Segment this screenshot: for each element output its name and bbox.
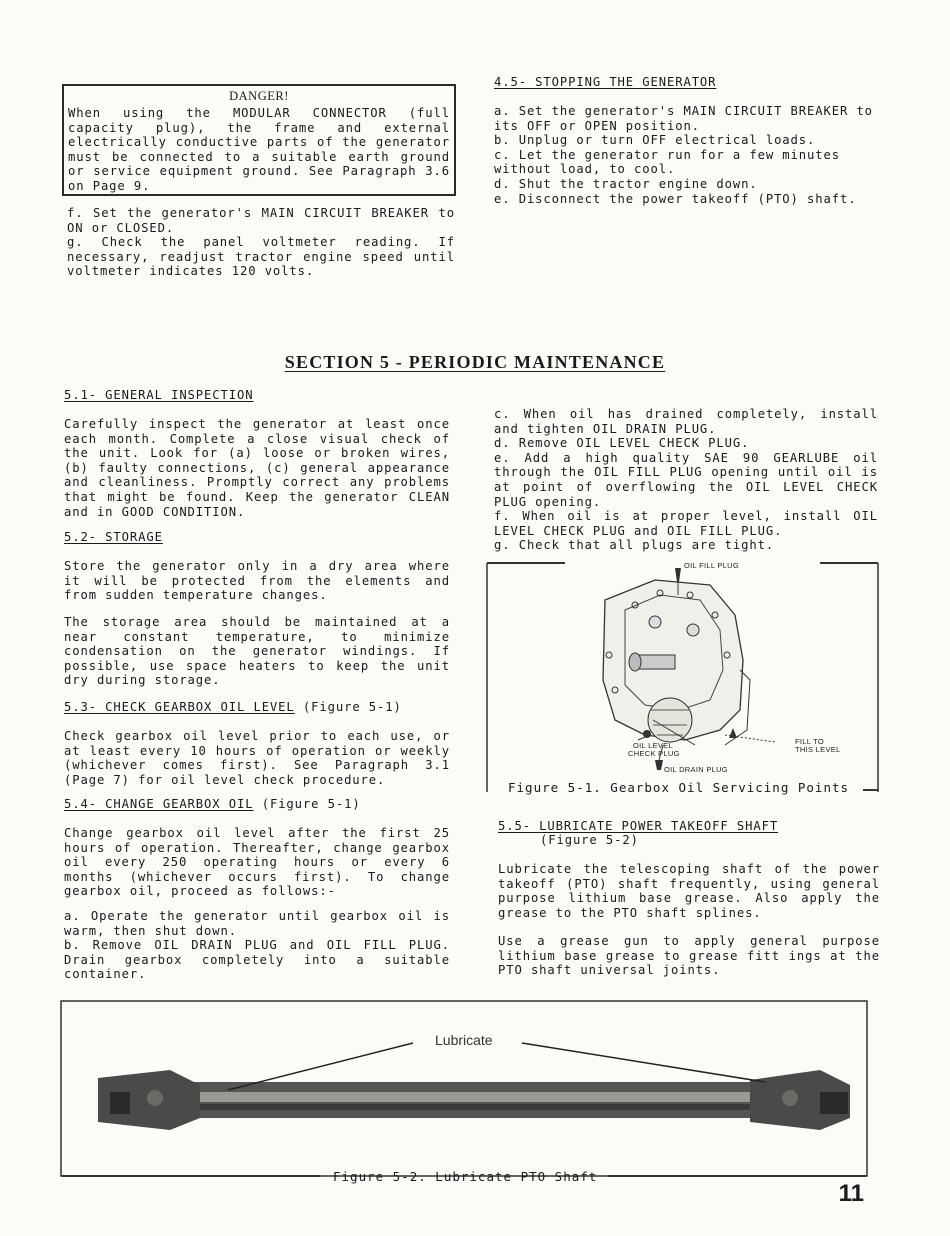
figure-5-2 (60, 1000, 868, 1188)
page-number: 11 (838, 1180, 864, 1207)
oil-step: c. When oil has drained completely, install and tighten OIL DRAIN PLUG. (494, 407, 887, 436)
lubricate-pto-body-1: Lubricate the telescoping shaft of the power takeoff (PTO) shaft frequently, using general purpose lithium base grease. Also apply the grease to the PTO shaft splines. (498, 862, 889, 920)
oil-step: f. When oil is at proper level, install OIL LEVEL CHECK PLUG and OIL FILL PLUG. (494, 509, 887, 538)
storage-body-2: The storage area should be maintained at a near constant temperature, to minimize condensation on the generator windings. If possible, use space heaters to keep the unit dry during storage. (64, 615, 459, 688)
stopping-step: c. Let the generator run for a few minutes without load, to cool. (494, 147, 849, 177)
figure-5-1-caption: Figure 5-1. Gearbox Oil Servicing Points (508, 780, 850, 795)
label-fill-to-line2: THIS LEVEL (795, 745, 841, 754)
general-inspection-body: Carefully inspect the generator at least once each month. Complete a close visual check of the unit. Look for (a) loose or broken wires, (b) faulty connections, (c) general appearance and cleanliness. Promptly correct any problems that might be found. Keep the generator CLEAN and in GOOD CONDITION. (64, 417, 459, 519)
label-oil-drain-plug: OIL DRAIN PLUG (664, 765, 728, 774)
lubricate-label: Lubricate (435, 1032, 493, 1048)
danger-title: DANGER! (229, 89, 289, 103)
stopping-step: b. Unplug or turn OFF electrical loads. (494, 133, 816, 148)
change-oil-step-a: a. Operate the generator until gearbox oil is warm, then shut down. (64, 909, 459, 938)
label-oil-level-line2: CHECK PLUG (628, 749, 680, 758)
heading-check-oil-level (64, 700, 402, 715)
heading-storage: 5.2- STORAGE (64, 530, 163, 544)
heading-change-oil (64, 797, 361, 812)
heading-stopping-generator: 4.5- STOPPING THE GENERATOR (494, 75, 717, 89)
stopping-steps-list (494, 104, 884, 206)
heading-general-inspection: 5.1- GENERAL INSPECTION (64, 388, 254, 402)
storage-body-1: Store the generator only in a dry area where it will be protected from the elements and from sudden temperature changes. (64, 559, 459, 603)
check-oil-level-body: Check gearbox oil level prior to each use, or at least every 10 hours of operation or weekly (whichever comes first). See Paragraph 3.1 (Page 7) for oil level check procedure. (64, 729, 459, 787)
check-oil-level-ref: (Figure 5-1) (302, 700, 402, 714)
oil-step: g. Check that all plugs are tight. (494, 538, 775, 553)
heading-lubricate-pto: 5.5- LUBRICATE POWER TAKEOFF SHAFT (498, 819, 779, 833)
oil-step: e. Add a high quality SAE 90 GEARLUBE oil through the OIL FILL PLUG opening until oil is at point of overflowing the OIL LEVEL CHECK PLUG opening. (494, 450, 887, 509)
figure-5-1 (485, 560, 880, 795)
stopping-step: d. Shut the tractor engine down. (494, 176, 758, 191)
section-title: SECTION 5 - PERIODIC MAINTENANCE (284, 352, 666, 372)
step-f-breaker: f. Set the generator's MAIN CIRCUIT BREAKER to ON or CLOSED. (67, 206, 464, 235)
step-g-voltmeter: g. Check the panel voltmeter reading. If necessary, readjust tractor engine speed until voltmeter indicates 120 volts. (67, 235, 464, 279)
stopping-step: e. Disconnect the power takeoff (PTO) shaft. (494, 191, 857, 206)
change-oil-ref: (Figure 5-1) (261, 797, 361, 811)
label-oil-level-line1: OIL LEVEL (633, 741, 673, 750)
lubricate-pto-body-2: Use a grease gun to apply general purpose lithium base grease to grease fitt ings at the PTO shaft universal joints. (498, 934, 889, 978)
figure-5-2-caption: Figure 5-2. Lubricate PTO Shaft (333, 1169, 598, 1184)
change-oil-step-b: b. Remove OIL DRAIN PLUG and OIL FILL PLUG. Drain gearbox completely into a suitable container. (64, 938, 459, 982)
lubricate-pto-ref: (Figure 5-2) (540, 833, 639, 847)
danger-notice-box (62, 84, 459, 196)
stopping-step: a. Set the generator's MAIN CIRCUIT BREAKER to its OFF or OPEN position. (494, 104, 882, 133)
gearbox-illustration (485, 560, 880, 795)
oil-step: d. Remove OIL LEVEL CHECK PLUG. (494, 436, 750, 451)
label-oil-fill-plug: OIL FILL PLUG (684, 561, 740, 570)
pto-shaft-photo (60, 1000, 868, 1188)
change-oil-title: 5.4- CHANGE GEARBOX OIL (64, 797, 254, 811)
danger-body: When using the MODULAR CONNECTOR (full capacity plug), the frame and external electrically conductive parts of the generator must be connected to a suitable earth ground or service equipment ground. See Paragraph 3.6 on Page 9. (68, 106, 459, 193)
check-oil-level-title: 5.3- CHECK GEARBOX OIL LEVEL (64, 700, 295, 714)
label-fill-to-line1: FILL TO (795, 737, 825, 746)
change-oil-body: Change gearbox oil level after the first 25 hours of operation. Thereafter, change gearbox oil every 250 operating hours or every 6 months (whichever occurs first). To change gearbox oil, proceed as follows:- (64, 826, 459, 899)
oil-change-steps-list (494, 407, 887, 553)
